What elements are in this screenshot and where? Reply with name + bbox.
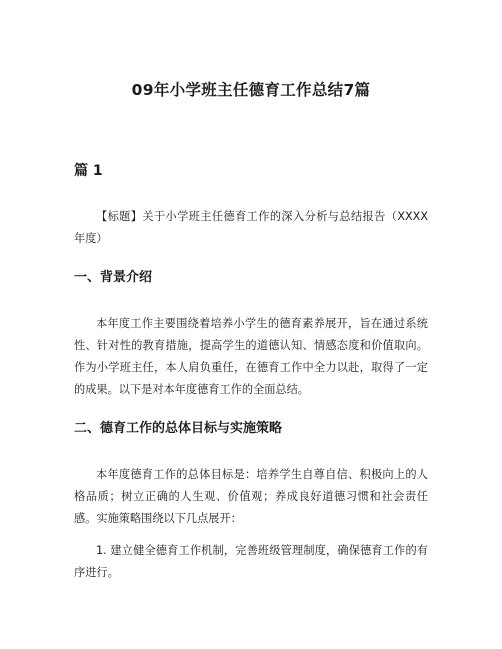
section-heading-goals: 二、德育工作的总体目标与实施策略 — [74, 421, 283, 436]
part-heading: 篇 1 — [74, 163, 103, 179]
section-heading-background: 一、背景介绍 — [74, 270, 153, 285]
section-paragraph-background: 本年度工作主要围绕着培养小学生的德育素养展开，旨在通过系统性、针对性的教育措施，提高学生的道德认知、情感态度和价值取向。作为小学班主任，本人肩负重任，在德育工作中全力以赴，取得了一定的成果。以下是对本年度德育工作的全面总结。 — [74, 317, 428, 396]
document-title: 09年小学班主任德育工作总结7篇 — [131, 81, 371, 99]
section-paragraph-goals: 本年度德育工作的总体目标是：培养学生自尊自信、积极向上的人格品质；树立正确的人生观、价值观；养成良好道德习惯和社会责任感。实施策略围绕以下几点展开： — [74, 468, 428, 525]
title-paragraph: 【标题】关于小学班主任德育工作的深入分析与总结报告（XXXX年度） — [74, 210, 428, 245]
list-item: 1. 建立健全德育工作机制，完善班级管理制度，确保德育工作的有序进行。 — [74, 544, 428, 579]
